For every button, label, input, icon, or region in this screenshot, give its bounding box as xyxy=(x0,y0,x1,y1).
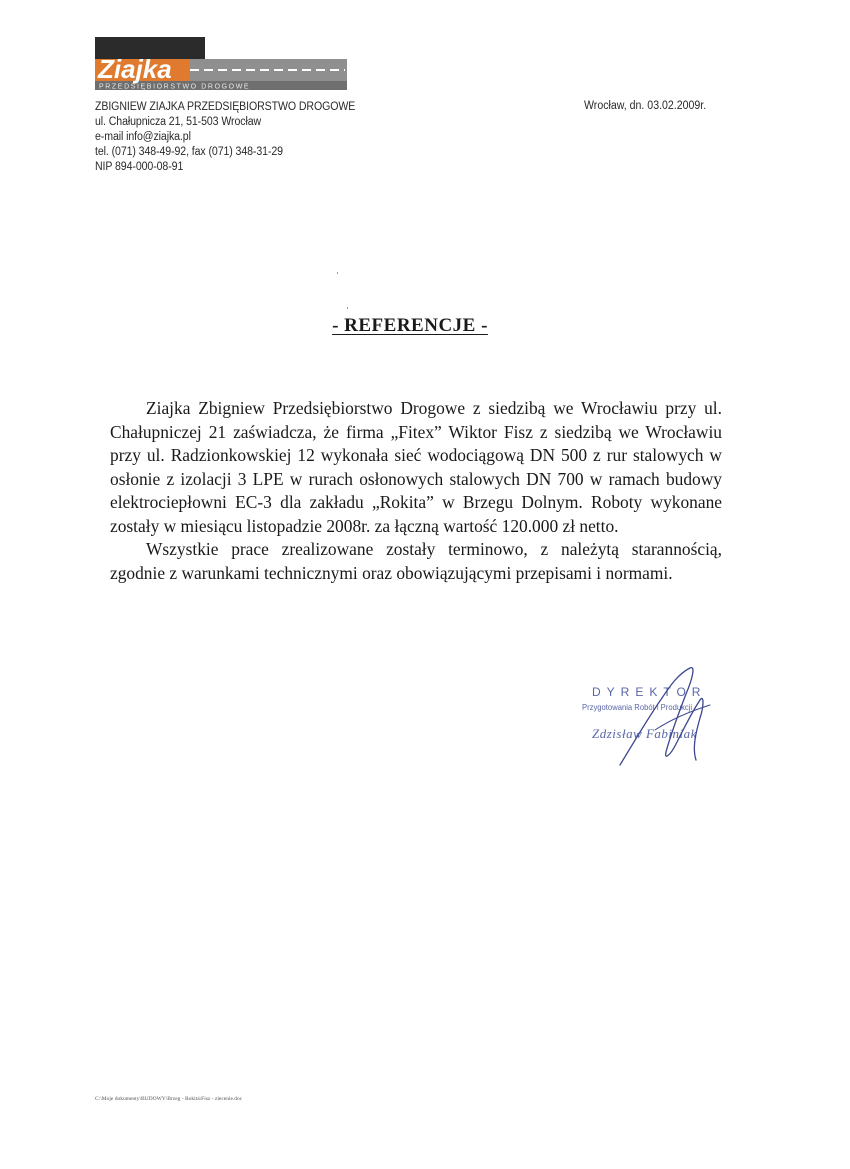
letterhead xyxy=(95,100,355,175)
company-name: ZBIGNIEW ZIAJKA PRZEDSIĘBIORSTWO DROGOWE xyxy=(95,101,356,113)
document-title-text: - REFERENCJE - xyxy=(332,315,488,336)
logo-subtext: PRZEDSIĘBIORSTWO DROGOWE xyxy=(99,83,251,91)
document-date: Wrocław, dn. 03.02.2009r. xyxy=(584,100,707,112)
scan-speck xyxy=(337,272,338,274)
document-title xyxy=(0,315,820,337)
company-phone: tel. (071) 348-49-92, fax (071) 348-31-29 xyxy=(95,146,283,158)
stamp-name: Zdzisław Fabiniak xyxy=(592,726,697,741)
stamp-subtitle: Przygotowania Robót i Produkcji xyxy=(582,702,693,712)
company-nip: NIP 894-000-08-91 xyxy=(95,161,184,173)
body-paragraph: Wszystkie prace zrealizowane zostały terminowo, z należytą starannością, zgodnie z warunkami technicznymi oraz obowiązującymi przepisami i normami. xyxy=(110,539,722,583)
file-path-footer: C:\Moje dokumenty\BUDOWY\Brzeg - Rokita\Fisz - zlecenie.doc xyxy=(95,1096,243,1102)
company-email: e-mail info@ziajka.pl xyxy=(95,131,191,143)
letter-body xyxy=(110,397,722,585)
stamp-title: DYREKTOR xyxy=(592,685,707,699)
company-address: ul. Chałupnicza 21, 51-503 Wrocław xyxy=(95,116,262,128)
company-logo xyxy=(95,33,350,95)
handwritten-signature xyxy=(600,660,740,780)
body-paragraph: Ziajka Zbigniew Przedsiębiorstwo Drogowe z siedzibą we Wrocławiu przy ul. Chałupniczej 21 zaświadcza, że firma „Fitex” Wiktor Fisz z siedzibą we Wrocławiu przy ul. Radzionkowskiej 12 wykonała sieć wodociągową DN 500 z rur stalowych w osłonie z izolacji 3 LPE w rurach osłonowych stalowych DN 700 w ramach budowy elektrociepłowni EC-3 dla zakładu „Rokita” w Brzegu Dolnym. Roboty wykonane zostały w miesiącu listopadzie 2008r. za łączną wartość 120.000 zł netto. xyxy=(110,398,722,536)
scan-speck xyxy=(347,307,348,309)
logo-text: Ziajka xyxy=(98,54,172,84)
